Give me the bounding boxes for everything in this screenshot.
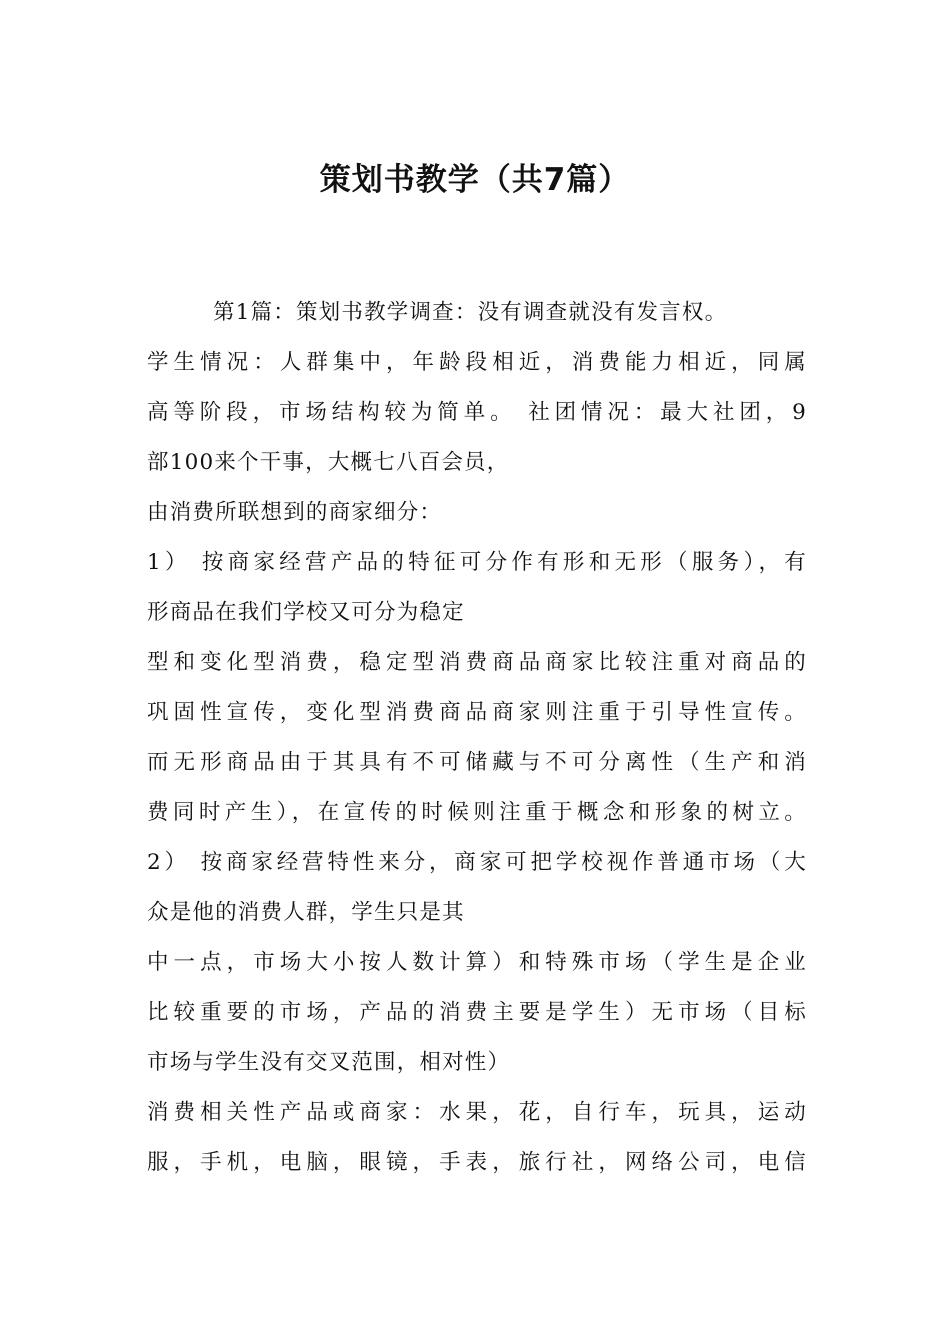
paragraph-line: 中一点，市场大小按人数计算）和特殊市场（学生是企业 [147, 950, 807, 975]
paragraph-line: 学生情况：人群集中，年龄段相近，消费能力相近，同属 [147, 350, 807, 375]
paragraph-line: 高等阶段，市场结构较为简单。 社团情况：最大社团，9 [147, 400, 807, 425]
paragraph-line: 巩固性宣传，变化型消费商品商家则注重于引导性宣传。 [147, 700, 807, 725]
paragraph-line: 第1篇：策划书教学调查：没有调查就没有发言权。 [213, 300, 728, 325]
paragraph-line: 费同时产生），在宣传的时候则注重于概念和形象的树立。 [147, 800, 807, 825]
paragraph-line: 而无形商品由于其具有不可储藏与不可分离性（生产和消 [147, 750, 807, 775]
paragraph-line: 消费相关性产品或商家：水果，花，自行车，玩具，运动 [147, 1100, 807, 1125]
paragraph-line: 1） 按商家经营产品的特征可分作有形和无形（服务），有 [147, 550, 807, 575]
paragraph-line: 比较重要的市场，产品的消费主要是学生）无市场（目标 [147, 1000, 807, 1025]
document-title: 策划书教学（共7篇） [319, 162, 631, 198]
paragraph-line: 型和变化型消费，稳定型消费商品商家比较注重对商品的 [147, 650, 807, 675]
paragraph-line: 服，手机，电脑，眼镜，手表，旅行社，网络公司，电信 [147, 1150, 807, 1175]
paragraph-line: 2） 按商家经营特性来分，商家可把学校视作普通市场（大 [147, 850, 807, 875]
paragraph-line: 市场与学生没有交叉范围，相对性） [147, 1050, 511, 1075]
document-body [147, 288, 807, 1188]
paragraph-line: 众是他的消费人群，学生只是其 [147, 900, 465, 925]
paragraph-line: 部100来个干事，大概七八百会员， [147, 450, 510, 475]
paragraph-line: 形商品在我们学校又可分为稳定 [147, 600, 465, 625]
paragraph-line: 由消费所联想到的商家细分： [147, 500, 443, 525]
